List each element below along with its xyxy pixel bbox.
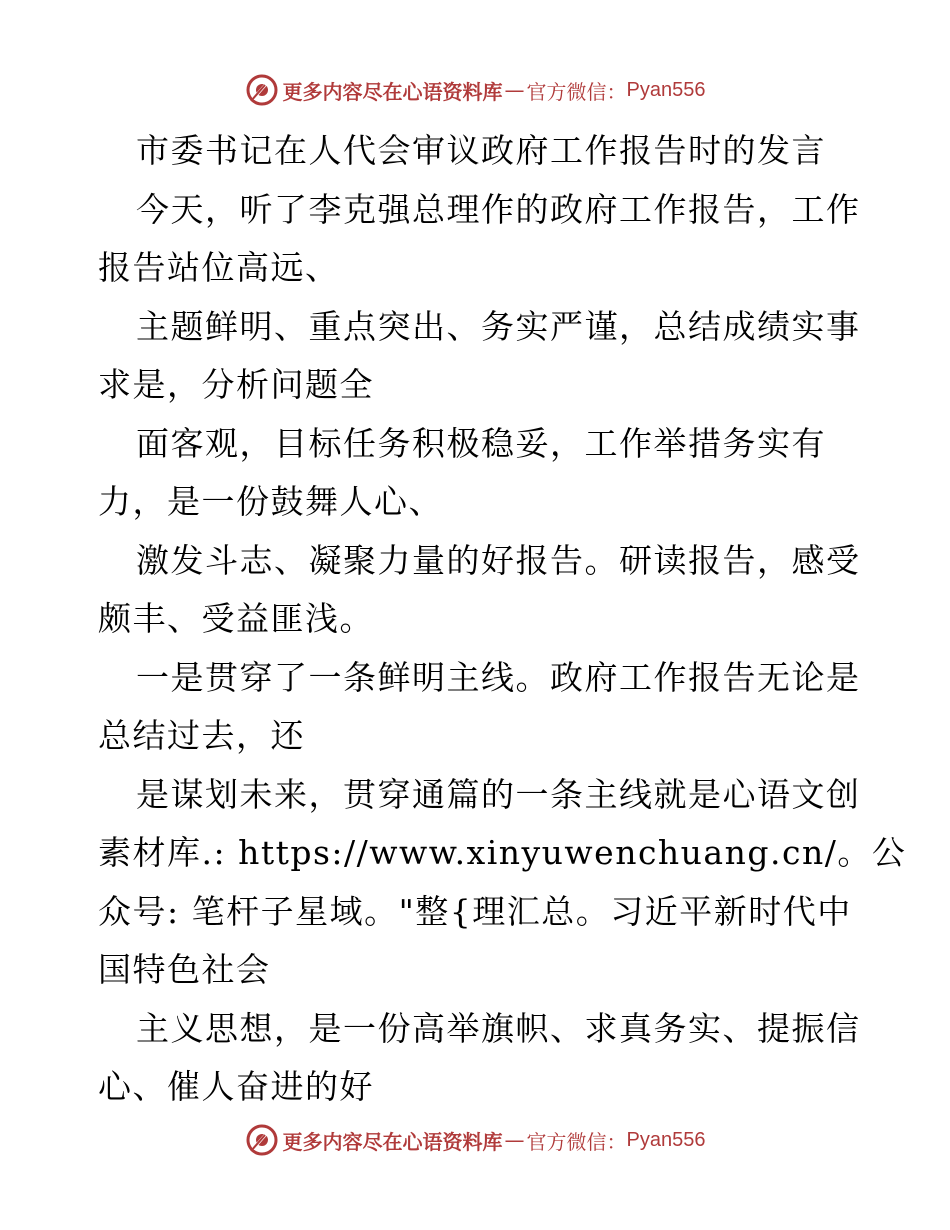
text-line: 颇丰、受益匪浅。 bbox=[98, 599, 374, 638]
text-line: 总结过去，还 bbox=[98, 716, 305, 755]
text-line: 众号: 笔杆子星域。"整{理汇总。习近平新时代中 bbox=[98, 891, 852, 931]
banner-text: 更多内容尽在心语资料库 bbox=[282, 1129, 503, 1154]
banner-separator: — bbox=[504, 78, 525, 102]
text-line: 主题鲜明、重点突出、务实严谨，总结成绩实事 bbox=[136, 306, 861, 346]
text-line: 今天，听了李克强总理作的政府工作报告，工作 bbox=[136, 189, 861, 229]
text-line: 一是贯穿了一条鲜明主线。政府工作报告无论是 bbox=[136, 657, 861, 697]
footer-banner bbox=[0, 1120, 950, 1160]
banner-label: 官方微信： bbox=[526, 1129, 627, 1154]
document-body bbox=[98, 122, 907, 1117]
logo-icon bbox=[245, 1123, 279, 1157]
text-line: 面客观，目标任务积极稳妥，工作举措务实有 bbox=[136, 423, 826, 463]
text-line: 国特色社会 bbox=[98, 950, 271, 989]
text-line: 主义思想，是一份高举旗帜、求真务实、提振信 bbox=[136, 1008, 861, 1048]
banner-separator: — bbox=[504, 1128, 525, 1152]
header-banner bbox=[0, 70, 950, 110]
text-line: 求是，分析问题全 bbox=[98, 365, 374, 404]
text-line: 力，是一份鼓舞人心、 bbox=[98, 482, 443, 521]
logo-icon bbox=[245, 73, 279, 107]
banner-id: Pyan556 bbox=[626, 78, 706, 101]
text-line: 是谋划未来，贯穿通篇的一条主线就是心语文创 bbox=[136, 774, 861, 814]
text-line: 报告站位高远、 bbox=[98, 248, 340, 287]
text-line: 市委书记在人代会审议政府工作报告时的发言 bbox=[136, 131, 826, 170]
text-line: 心、催人奋进的好 bbox=[98, 1067, 374, 1106]
text-line: 激发斗志、凝聚力量的好报告。研读报告，感受 bbox=[136, 540, 861, 580]
banner-label: 官方微信： bbox=[526, 79, 627, 104]
text-line: 素材库.: https://www.xinyuwenchuang.cn/。公 bbox=[98, 833, 907, 872]
banner-id: Pyan556 bbox=[626, 1128, 706, 1151]
banner-text: 更多内容尽在心语资料库 bbox=[282, 79, 503, 104]
